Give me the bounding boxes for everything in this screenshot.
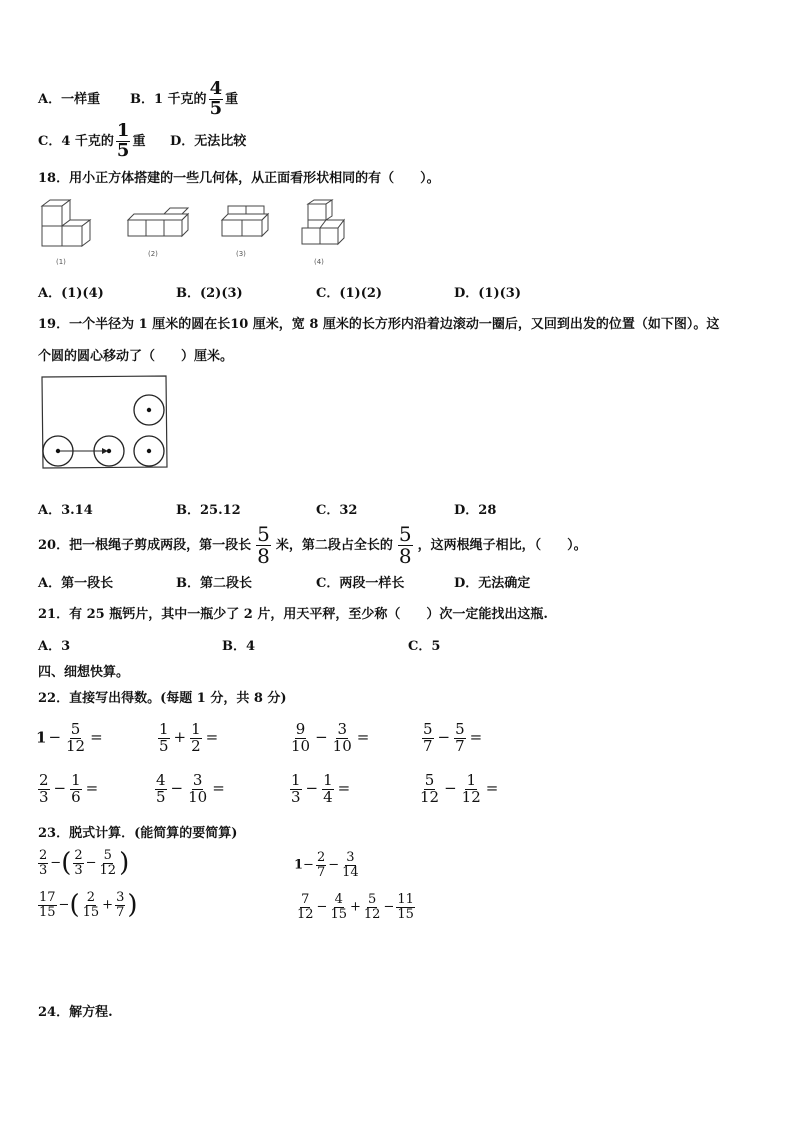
q19-option-d: D．28 xyxy=(454,503,497,518)
q22-item-1: 1 − $\frac{5}{12}$ = xyxy=(36,720,103,755)
q20-option-a: A．第一段长 xyxy=(38,576,114,591)
q22-item-6: $\frac{4}{5}$ − $\frac{3}{10}$ = xyxy=(156,771,225,806)
q20-option-c: C．两段一样长 xyxy=(316,576,405,591)
q19-stem-line2: 个圆的圆心移动了（ ）厘米。 xyxy=(38,349,234,364)
q18-fig-label-1: (1) xyxy=(56,258,66,266)
q23-expr-1: $\frac{2}{3}$ −( $\frac{2}{3}$ − $\frac{5}{12}$ ) xyxy=(39,848,130,879)
q18-cube-figures xyxy=(38,198,368,268)
q17-b-fraction: $\frac{4}{5}$ xyxy=(209,78,223,119)
cube-figure-4 xyxy=(302,200,344,244)
cube-figure-3 xyxy=(222,206,268,236)
q23-stem: 23．脱式计算．(能简算的要简算) xyxy=(38,826,238,841)
q22-item-2: $\frac{1}{5}$ + $\frac{1}{2}$ = xyxy=(159,720,219,755)
q20-option-d: D．无法确定 xyxy=(454,576,531,591)
q18-option-b: B．(2)(3) xyxy=(176,286,243,301)
q19-rectangle-figure xyxy=(40,375,170,470)
q20-stem: 20．把一根绳子剪成两段，第一段长 $\frac{5}{8}$ 米，第二段占全长的 $\frac{5}{8}$ ，这两根绳子相比，（ ）。 xyxy=(38,522,587,568)
q18-fig-label-3: (3) xyxy=(236,250,246,258)
q23-expr-4: $\frac{7}{12}$ − $\frac{4}{15}$ + $\frac{5}{12}$ − $\frac{11}{15}$ xyxy=(297,892,414,922)
q17-option-c xyxy=(38,122,145,161)
q17-c-fraction: $\frac{1}{5}$ xyxy=(116,120,130,161)
q18-option-a: A．(1)(4) xyxy=(38,286,104,301)
q17-b-suffix: 重 xyxy=(225,91,239,107)
q20-option-b: B．第二段长 xyxy=(176,576,252,591)
q22-item-4: $\frac{5}{7}$ − $\frac{5}{7}$ = xyxy=(423,720,483,755)
q22-stem: 22．直接写出得数。(每题 1 分，共 8 分) xyxy=(38,691,287,706)
q21-option-c: C．5 xyxy=(408,639,441,654)
q17-c-suffix: 重 xyxy=(132,133,146,149)
q23-expr-2: 1− $\frac{2}{7}$ − $\frac{3}{14}$ xyxy=(294,850,359,880)
q18-fig-label-2: (2) xyxy=(148,250,158,258)
q19-option-b: B．25.12 xyxy=(176,503,241,518)
q21-stem: 21．有 25 瓶钙片，其中一瓶少了 2 片，用天平秤，至少称（ ）次一定能找出这瓶. xyxy=(38,607,548,622)
q21-option-a: A．3 xyxy=(38,639,71,654)
q17-option-a: A．一样重 xyxy=(38,92,101,107)
cube-figure-1 xyxy=(42,200,90,246)
q20-fraction-2: $\frac{5}{8}$ xyxy=(398,522,412,568)
q22-item-3: $\frac{9}{10}$ − $\frac{3}{10}$ = xyxy=(291,720,370,755)
q19-option-c: C．32 xyxy=(316,503,358,518)
q22-item-8: $\frac{5}{12}$ − $\frac{1}{12}$ = xyxy=(420,771,499,806)
cube-figure-2 xyxy=(128,208,188,236)
q17-b-text: B．1 千克的 xyxy=(130,91,207,107)
q18-option-c: C．(1)(2) xyxy=(316,286,383,301)
q17-option-d: D．无法比较 xyxy=(170,134,247,149)
q24-stem: 24．解方程. xyxy=(38,1005,113,1020)
q17-option-b xyxy=(130,80,238,119)
q18-option-d: D．(1)(3) xyxy=(454,286,521,301)
q21-option-b: B．4 xyxy=(222,639,256,654)
q22-item-7: $\frac{1}{3}$ − $\frac{1}{4}$ = xyxy=(291,771,351,806)
q22-item-5: $\frac{2}{3}$ − $\frac{1}{6}$ = xyxy=(39,771,99,806)
q18-fig-label-4: (4) xyxy=(314,258,324,266)
q20-fraction-1: $\frac{5}{8}$ xyxy=(257,522,270,568)
q19-option-a: A．3.14 xyxy=(38,503,93,518)
q19-stem-line1: 19．一个半径为 1 厘米的圆在长10 厘米，宽 8 厘米的长方形内沿着边滚动一圈后，又回到出发的位置（如下图）。这 xyxy=(38,317,720,332)
q23-expr-3: $\frac{17}{15}$ −( $\frac{2}{15}$ + $\frac{3}{7}$ ) xyxy=(39,890,138,921)
section-heading: 四、细想快算。 xyxy=(38,665,130,680)
q17-c-text: C．4 千克的 xyxy=(38,133,114,149)
q18-stem: 18．用小正方体搭建的一些几何体，从正面看形状相同的有（ ）。 xyxy=(38,171,440,186)
